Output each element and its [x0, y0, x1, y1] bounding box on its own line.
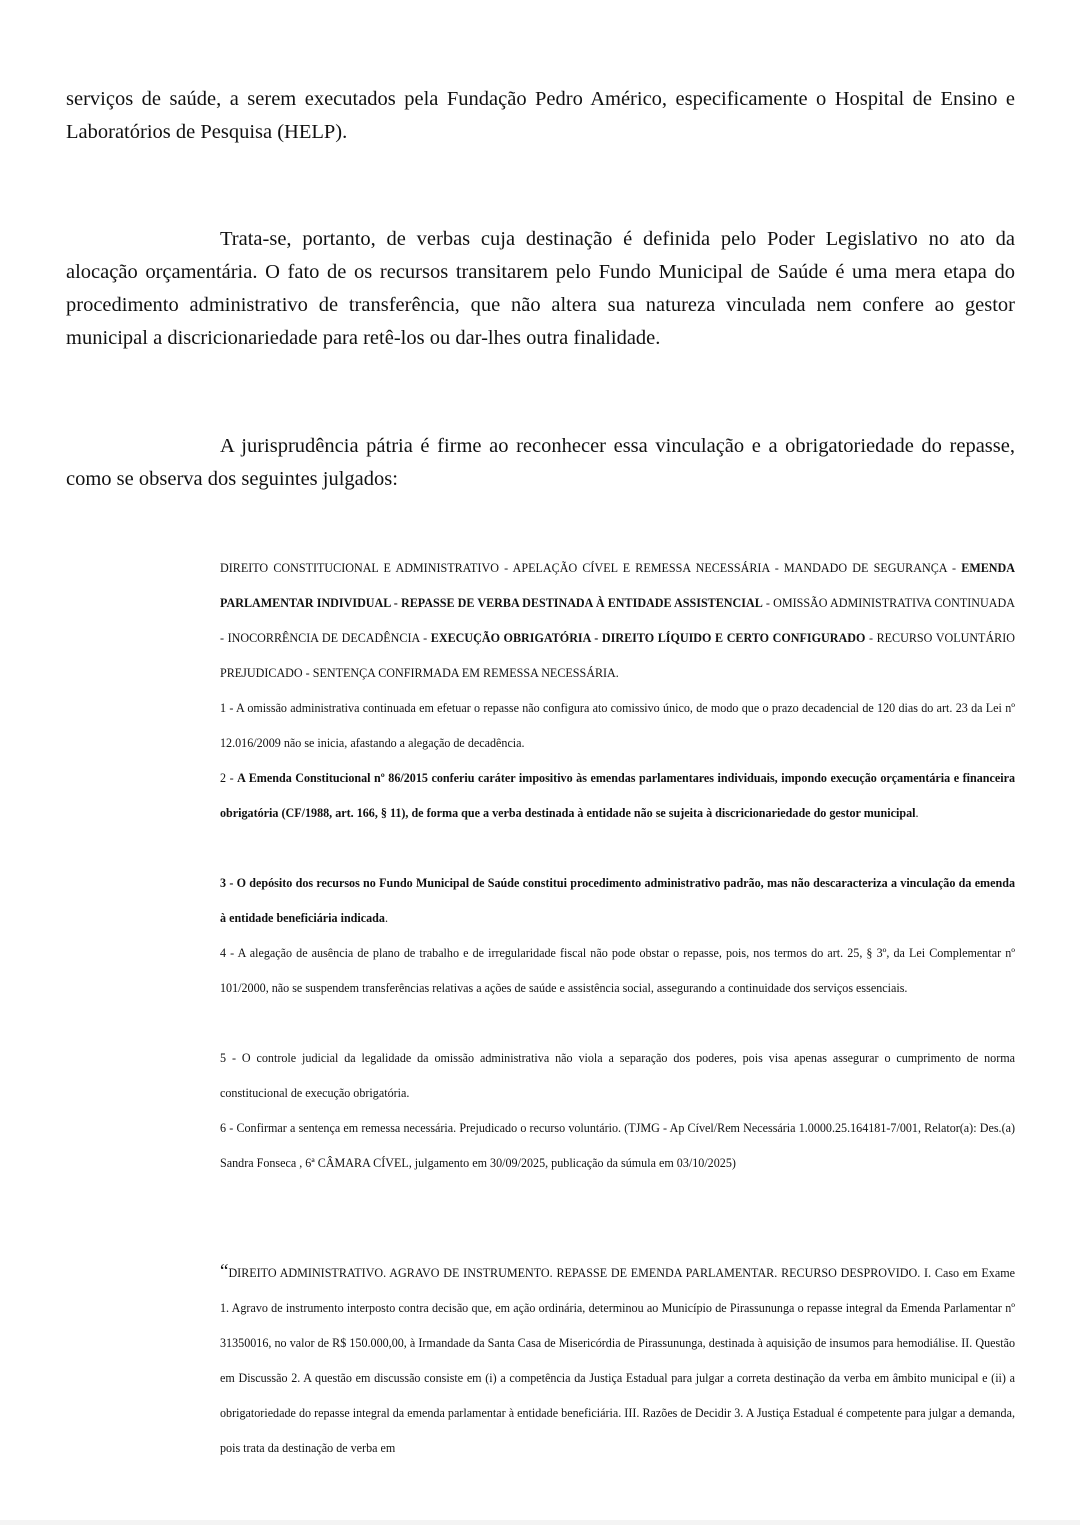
quote1-item-2: [220, 761, 1015, 831]
quote1-ementa-c: - OMISSÃO ADMINISTRATIVA CONTINUADA - INOCORRÊNCIA DE DECADÊNCIA -: [220, 596, 1015, 645]
quote1-item-3-bold: 3 - O depósito dos recursos no Fundo Municipal de Saúde constitui procedimento administrativo padrão, mas não descaracteriza a vinculação da emenda à entidade beneficiária indicada: [220, 876, 1015, 925]
quote1-ementa: [220, 551, 1015, 691]
quote1-item-2-bold: A Emenda Constitucional nº 86/2015 conferiu caráter impositivo às emendas parlamentares individuais, impondo execução orçamentária e financeira obrigatória (CF/1988, art. 166, § 11), de forma que a verba destinada à entidade não se sujeita à discricionariedade do gestor municipal: [220, 771, 1015, 820]
paragraph-1-text: serviços de saúde, a serem executados pela Fundação Pedro Américo, especificamente o Hospital de Ensino e Laboratórios de Pesquisa (HELP).: [66, 88, 1015, 143]
page-bottom-edge: [0, 1520, 1080, 1525]
quote1-item-6: 6 - Confirmar a sentença em remessa necessária. Prejudicado o recurso voluntário. (TJMG - Ap Cível/Rem Necessária 1.0000.25.164181-7/001, Relator(a): Des.(a) Sandra Fonseca , 6ª CÂMARA CÍVEL, julgamento em 30/09/2025, publicação da súmula em 03/10/2025): [220, 1121, 1015, 1170]
quote1-item-5: 5 - O controle judicial da legalidade da omissão administrativa não viola a separação dos poderes, pois visa apenas assegurar o cumprimento de norma constitucional de execução obrigatória.: [220, 1051, 1015, 1100]
quote1-ementa-a: DIREITO CONSTITUCIONAL E ADMINISTRATIVO - APELAÇÃO CÍVEL E REMESSA NECESSÁRIA - MANDADO DE SEGURANÇA -: [220, 561, 962, 575]
quote1-item-1: 1 - A omissão administrativa continuada em efetuar o repasse não configura ato comissivo único, de modo que o prazo decadencial de 120 dias do art. 23 da Lei nº 12.016/2009 não se inicia, afastando a alegação de decadência.: [220, 701, 1015, 750]
paragraph-3-text: A jurisprudência pátria é firme ao reconhecer essa vinculação e a obrigatoriedade do repasse, como se observa dos seguintes julgados:: [66, 435, 1015, 490]
quote1-ementa-d: EXECUÇÃO OBRIGATÓRIA - DIREITO LÍQUIDO E CERTO CONFIGURADO: [430, 631, 866, 645]
quote2-open-mark: “: [220, 1261, 229, 1282]
quote1-item-3: [220, 866, 1015, 936]
quote2-body: DIREITO ADMINISTRATIVO. AGRAVO DE INSTRUMENTO. REPASSE DE EMENDA PARLAMENTAR. RECURSO DESPROVIDO. I. Caso em Exame 1. Agravo de instrumento interposto contra decisão que, em ação ordinária, determinou ao Município de Pirassununga o repasse integral da Emenda Parlamentar nº 31350016, no valor de R$ 150.000,00, à Irmandade da Santa Casa de Misericórdia de Pirassununga, destinada à aquisição de insumos para hemodiálise. II. Questão em Discussão 2. A questão em discussão consiste em (i) a competência da Justiça Estadual para julgar a correta destinação da verba em âmbito municipal e (ii) a obrigatoriedade do repasse integral da emenda parlamentar à entidade beneficiária. III. Razões de Decidir 3. A Justiça Estadual é competente para julgar a demanda, pois trata da destinação de verba em: [220, 1266, 1015, 1455]
quote1-item-2-num: 2 -: [220, 771, 238, 785]
quote1-ementa-b: EMENDA PARLAMENTAR INDIVIDUAL - REPASSE DE VERBA DESTINADA À ENTIDADE ASSISTENCIAL: [220, 561, 1015, 610]
paragraph-1: [66, 83, 1015, 149]
quote1-item-4: 4 - A alegação de ausência de plano de trabalho e de irregularidade fiscal não pode obstar o repasse, pois, nos termos do art. 25, § 3º, da Lei Complementar nº 101/2000, não se suspendem transferências relativas a ações de saúde e assistência social, assegurando a continuidade dos serviços essenciais.: [220, 946, 1015, 995]
quote1-item-3-end: .: [384, 911, 388, 925]
quote2-text: [220, 1256, 1015, 1466]
quote1-item-2-end: .: [915, 806, 919, 820]
paragraph-2: [66, 223, 1015, 355]
quote1-ementa-e: - RECURSO VOLUNTÁRIO PREJUDICADO - SENTENÇA CONFIRMADA EM REMESSA NECESSÁRIA.: [220, 631, 1015, 680]
paragraph-2-text: Trata-se, portanto, de verbas cuja destinação é definida pelo Poder Legislativo no ato da alocação orçamentária. O fato de os recursos transitarem pelo Fundo Municipal de Saúde é uma mera etapa do procedimento administrativo de transferência, que não altera sua natureza vinculada nem confere ao gestor municipal a discricionariedade para retê-los ou dar-lhes outra finalidade.: [66, 228, 1015, 349]
paragraph-3: [66, 430, 1015, 496]
